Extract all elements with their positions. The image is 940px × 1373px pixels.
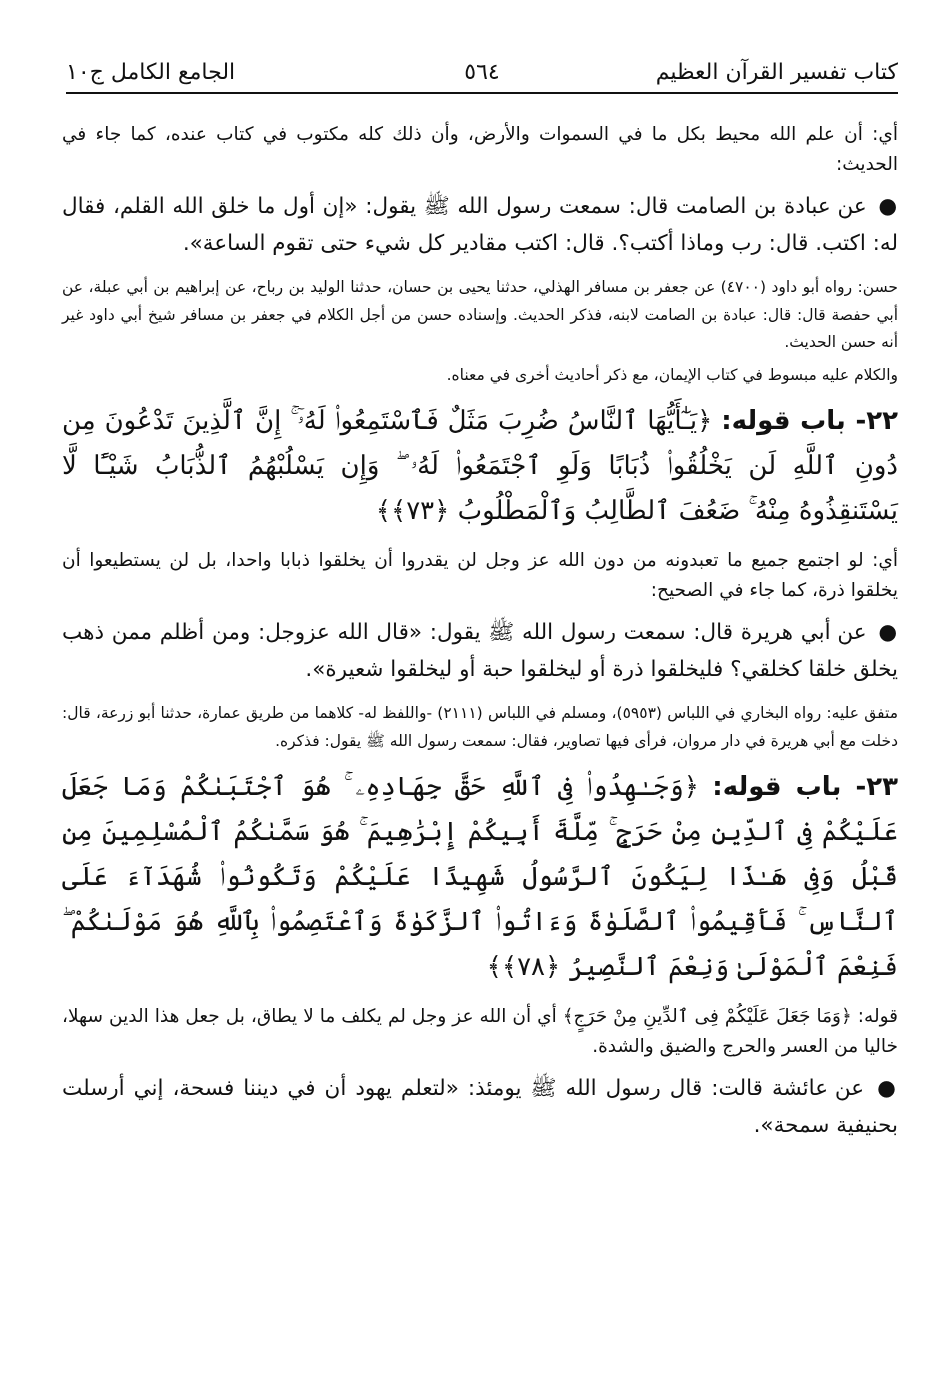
book-title: كتاب تفسير القرآن العظيم — [655, 59, 898, 85]
explanation-paragraph: أي: أن علم الله محيط بكل ما في السموات والأرض، وأن ذلك كله مكتوب في كتاب عنده، كما جاء في الحديث: — [62, 124, 898, 175]
quran-verse: ﴿يَـٰٓأَيُّهَا ٱلنَّاسُ ضُرِبَ مَثَلٌ فَٱسْتَمِعُوا۟ لَهُۥٓ ۚ إِنَّ ٱلَّذِينَ تَدْعُونَ مِن دُونِ ٱللَّهِ لَن يَخْلُقُوا۟ ذُبَابًا وَلَوِ ٱجْتَمَعُوا۟ لَهُۥ ۖ وَإِن يَسْلُبْهُمُ ٱلذُّبَابُ شَيْـًٔا لَّا يَسْتَنقِذُوهُ مِنْهُ ۚ ضَعُفَ ٱلطَّالِبُ وَٱلْمَطْلُوبُ ﴿٧٣﴾﴾ — [62, 406, 898, 526]
hadith-paragraph — [62, 1070, 898, 1144]
page-body — [62, 120, 898, 1156]
hadith-paragraph — [62, 614, 898, 688]
volume-label: الجامع الكامل ج١٠ — [66, 59, 236, 85]
explanation-paragraph: قوله: ﴿وَمَا جَعَلَ عَلَيْكُمْ فِى ٱلدِّينِ مِنْ حَرَجٍ﴾ أي أن الله عز وجل لم يكلف ما لا يطاق، بل جعل هذا الدين سهلا، خاليا من العسر والحرج والضيق والشدة. — [62, 1006, 898, 1057]
hadith-text: عن عبادة بن الصامت قال: سمعت رسول الله ﷺ يقول: «إن أول ما خلق الله القلم، فقال له: اكتب. قال: رب وماذا أكتب؟. قال: اكتب مقادير كل شيء حتى تقوم الساعة». — [62, 194, 898, 256]
bullet-icon: ● — [877, 1076, 898, 1101]
hadith-text: عن أبي هريرة قال: سمعت رسول الله ﷺ يقول: «قال الله عزوجل: ومن أظلم ممن ذهب يخلق خلقا كخلقي؟ فليخلقوا ذرة أو ليخلقوا حبة أو ليخلقوا شعيرة». — [62, 620, 898, 682]
explanation-paragraph: أي: لو اجتمع جميع ما تعبدونه من دون الله عز وجل لن يقدروا أن يخلقوا ذبابا واحدا، بل لن يستطيعوا أن يخلقوا ذرة، كما جاء في الصحيح: — [62, 550, 898, 601]
page-number: ٥٦٤ — [464, 59, 500, 85]
page-header — [66, 52, 898, 94]
footnote-paragraph: متفق عليه: رواه البخاري في اللباس (٥٩٥٣)، ومسلم في اللباس (٢١١١) -واللفظ له- كلاهما من طريق عمارة، حدثنا أبو زرعة، قال: دخلت مع أبي هريرة في دار مروان، فرأى فيها تصاوير، فقال: سمعت رسول الله ﷺ يقول: فذكره. — [62, 704, 898, 750]
hadith-text: عن عائشة قالت: قال رسول الله ﷺ يومئذ: «لتعلم يهود أن في ديننا فسحة، إني أرسلت بحنيفية سمحة». — [62, 1076, 898, 1138]
hadith-paragraph — [62, 188, 898, 262]
bullet-icon: ● — [878, 194, 898, 219]
footnote-paragraph: حسن: رواه أبو داود (٤٧٠٠) عن جعفر بن مسافر الهذلي، حدثنا يحيى بن حسان، حدثنا الوليد بن رباح، عن إبراهيم بن أبي عبلة، عن أبي حفصة قال: قال: عبادة بن الصامت لابنه، فذكر الحديث. وإسناده حسن من أجل الكلام في جعفر بن مسافر شيخ أبي داود غير أنه حسن الحديث. — [62, 278, 898, 351]
chapter-title: ٢٣- باب قوله: — [712, 772, 899, 802]
chapter-title: ٢٢- باب قوله: — [721, 406, 898, 436]
bullet-icon: ● — [878, 620, 898, 645]
chapter-heading — [62, 399, 898, 534]
footnote-paragraph: والكلام عليه مبسوط في كتاب الإيمان، مع ذكر أحاديث أخرى في معناه. — [446, 365, 898, 384]
chapter-heading — [62, 765, 898, 990]
quran-verse: ﴿وَجَـٰهِدُوا۟ فِى ٱللَّهِ حَقَّ جِهَادِهِۦ ۚ هُوَ ٱجْتَبَىٰكُمْ وَمَا جَعَلَ عَلَيْكُمْ فِى ٱلدِّينِ مِنْ حَرَجٍ ۚ مِّلَّةَ أَبِيكُمْ إِبْرَٰهِيمَ ۚ هُوَ سَمَّىٰكُمُ ٱلْمُسْلِمِينَ مِن قَبْلُ وَفِى هَـٰذَا لِيَكُونَ ٱلرَّسُولُ شَهِيدًا عَلَيْكُمْ وَتَكُونُوا۟ شُهَدَآءَ عَلَى ٱلنَّاسِ ۚ فَأَقِيمُوا۟ ٱلصَّلَوٰةَ وَءَاتُوا۟ ٱلزَّكَوٰةَ وَٱعْتَصِمُوا۟ بِٱللَّهِ هُوَ مَوْلَىٰكُمْ ۖ فَنِعْمَ ٱلْمَوْلَىٰ وَنِعْمَ ٱلنَّصِيرُ ﴿٧٨﴾﴾ — [62, 772, 898, 982]
